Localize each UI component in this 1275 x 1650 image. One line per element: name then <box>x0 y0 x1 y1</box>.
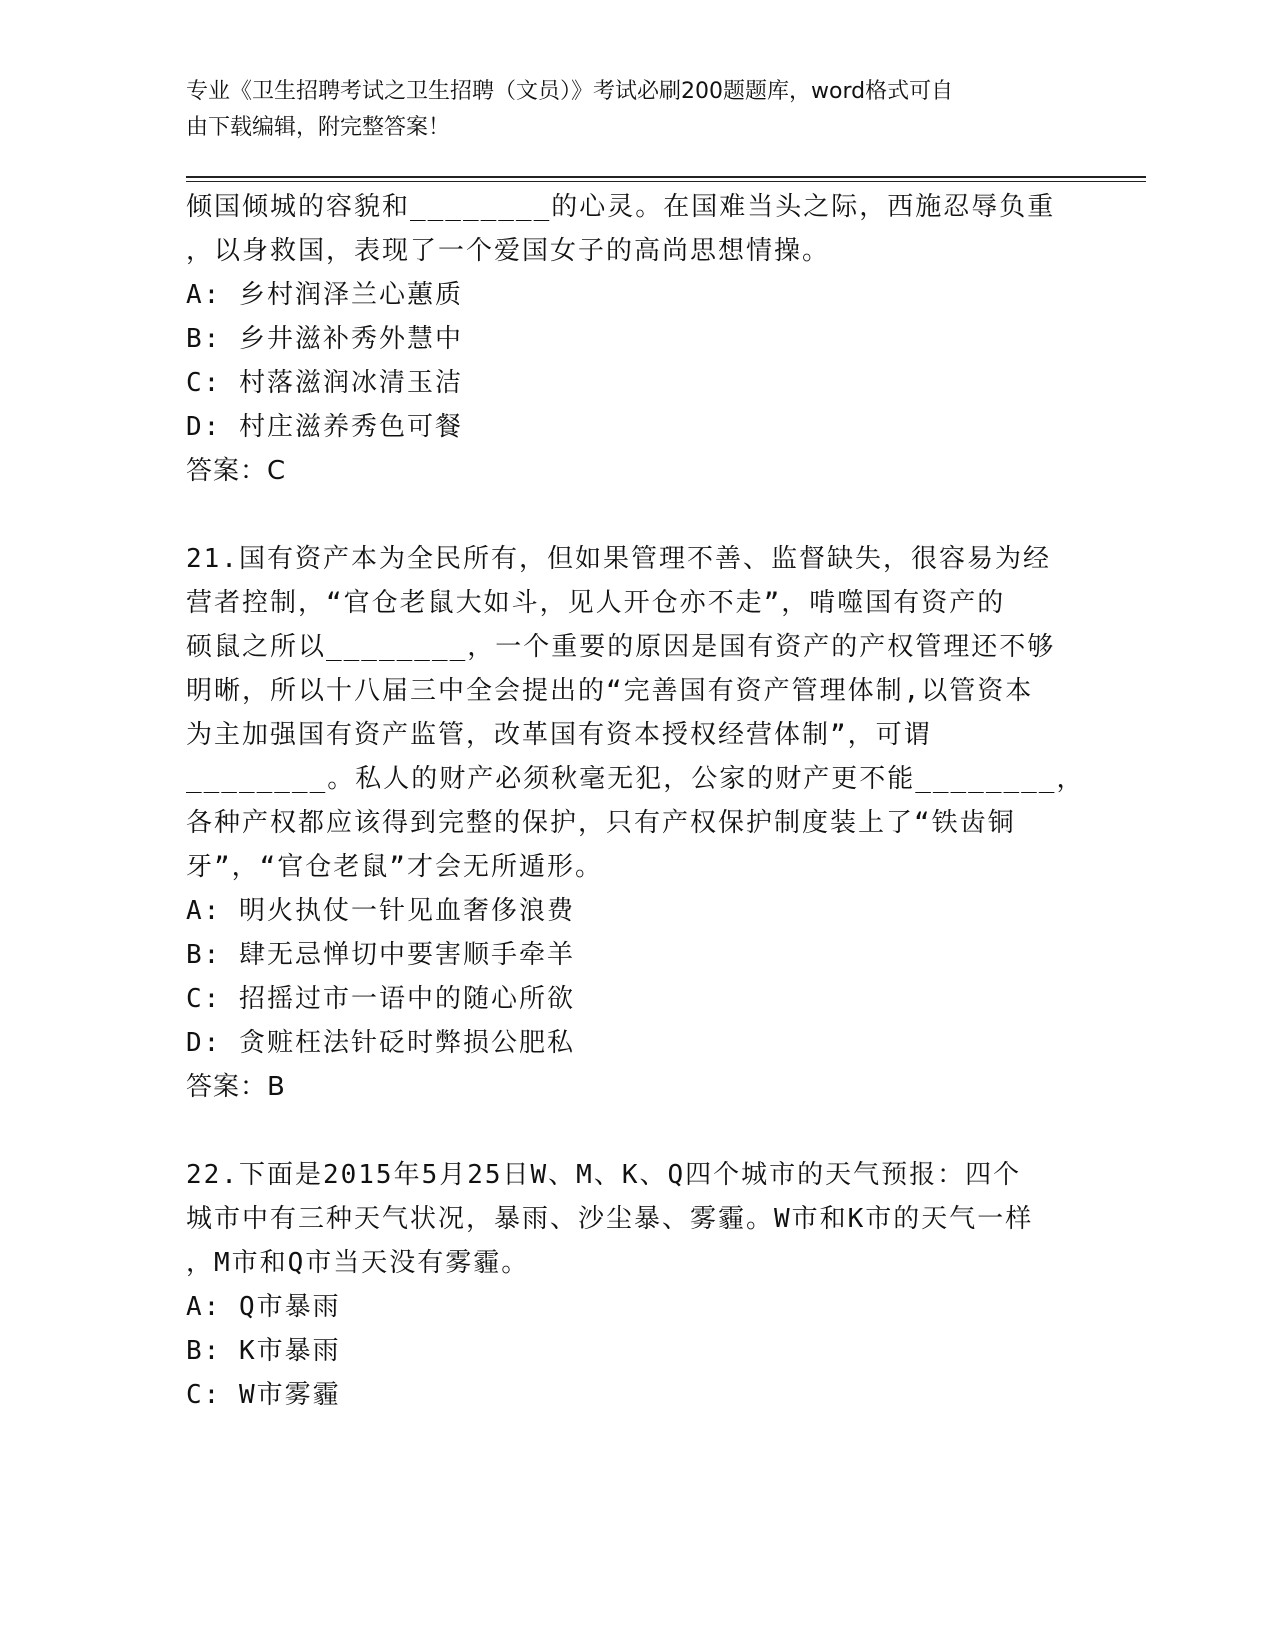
q22-line-2: 城市中有三种天气状况，暴雨、沙尘暴、雾霾。W市和K市的天气一样 <box>186 1204 1034 1234</box>
q21-option-a: A: 明火执仗一针见血奢侈浪费 <box>186 896 575 926</box>
header-line-2: 由下载编辑，附完整答案！ <box>186 115 451 140</box>
header-line-1: 专业《卫生招聘考试之卫生招聘（文员）》考试必刷200题题库，word格式可自 <box>186 79 954 104</box>
q21-line-5: 为主加强国有资产监管，改革国有资本授权经营体制”，可谓 <box>186 720 932 750</box>
header-rule-thick <box>186 176 1146 178</box>
q22-line-3: ，M市和Q市当天没有雾霾。 <box>186 1248 530 1278</box>
header-rule-thin <box>186 181 1146 182</box>
q20-option-c: C: 村落滋润冰清玉洁 <box>186 368 463 398</box>
q21-line-4: 明晰，所以十八届三中全会提出的“完善国有资产管理体制,以管资本 <box>186 676 1034 706</box>
q22-line-1: 22.下面是2015年5月25日W、M、K、Q四个城市的天气预报：四个 <box>186 1160 1022 1190</box>
q21-line-8: 牙”，“官仓老鼠”才会无所遁形。 <box>186 852 603 882</box>
q20-line-1: 倾国倾城的容貌和________的心灵。在国难当头之际，西施忍辱负重 <box>186 192 1056 222</box>
q20-option-d: D: 村庄滋养秀色可餐 <box>186 412 463 442</box>
q20-option-a: A: 乡村润泽兰心蕙质 <box>186 280 463 310</box>
q21-option-d: D: 贪赃枉法针砭时弊损公肥私 <box>186 1028 575 1058</box>
q21-answer: 答案：B <box>186 1072 286 1102</box>
q21-line-3: 硕鼠之所以________，一个重要的原因是国有资产的产权管理还不够 <box>186 632 1056 662</box>
q20-answer: 答案：C <box>186 456 287 486</box>
document-header <box>186 74 1066 146</box>
q22-option-c: C: W市雾霾 <box>186 1380 341 1410</box>
q21-line-6: ________。私人的财产必须秋毫无犯，公家的财产更不能________， <box>186 764 1085 794</box>
q21-line-2: 营者控制，“官仓老鼠大如斗，见人开仓亦不走”，啃噬国有资产的 <box>186 588 1006 618</box>
q21-option-c: C: 招摇过市一语中的随心所欲 <box>186 984 575 1014</box>
q22-option-a: A: Q市暴雨 <box>186 1292 341 1322</box>
q22-option-b: B: K市暴雨 <box>186 1336 341 1366</box>
q21-line-7: 各种产权都应该得到完整的保护，只有产权保护制度装上了“铁齿铜 <box>186 808 1016 838</box>
q21-line-1: 21.国有资产本为全民所有，但如果管理不善、监督缺失，很容易为经 <box>186 544 1051 574</box>
q20-option-b: B: 乡井滋补秀外慧中 <box>186 324 463 354</box>
q20-line-2: ，以身救国，表现了一个爱国女子的高尚思想情操。 <box>186 236 831 266</box>
q21-option-b: B: 肆无忌惮切中要害顺手牵羊 <box>186 940 575 970</box>
